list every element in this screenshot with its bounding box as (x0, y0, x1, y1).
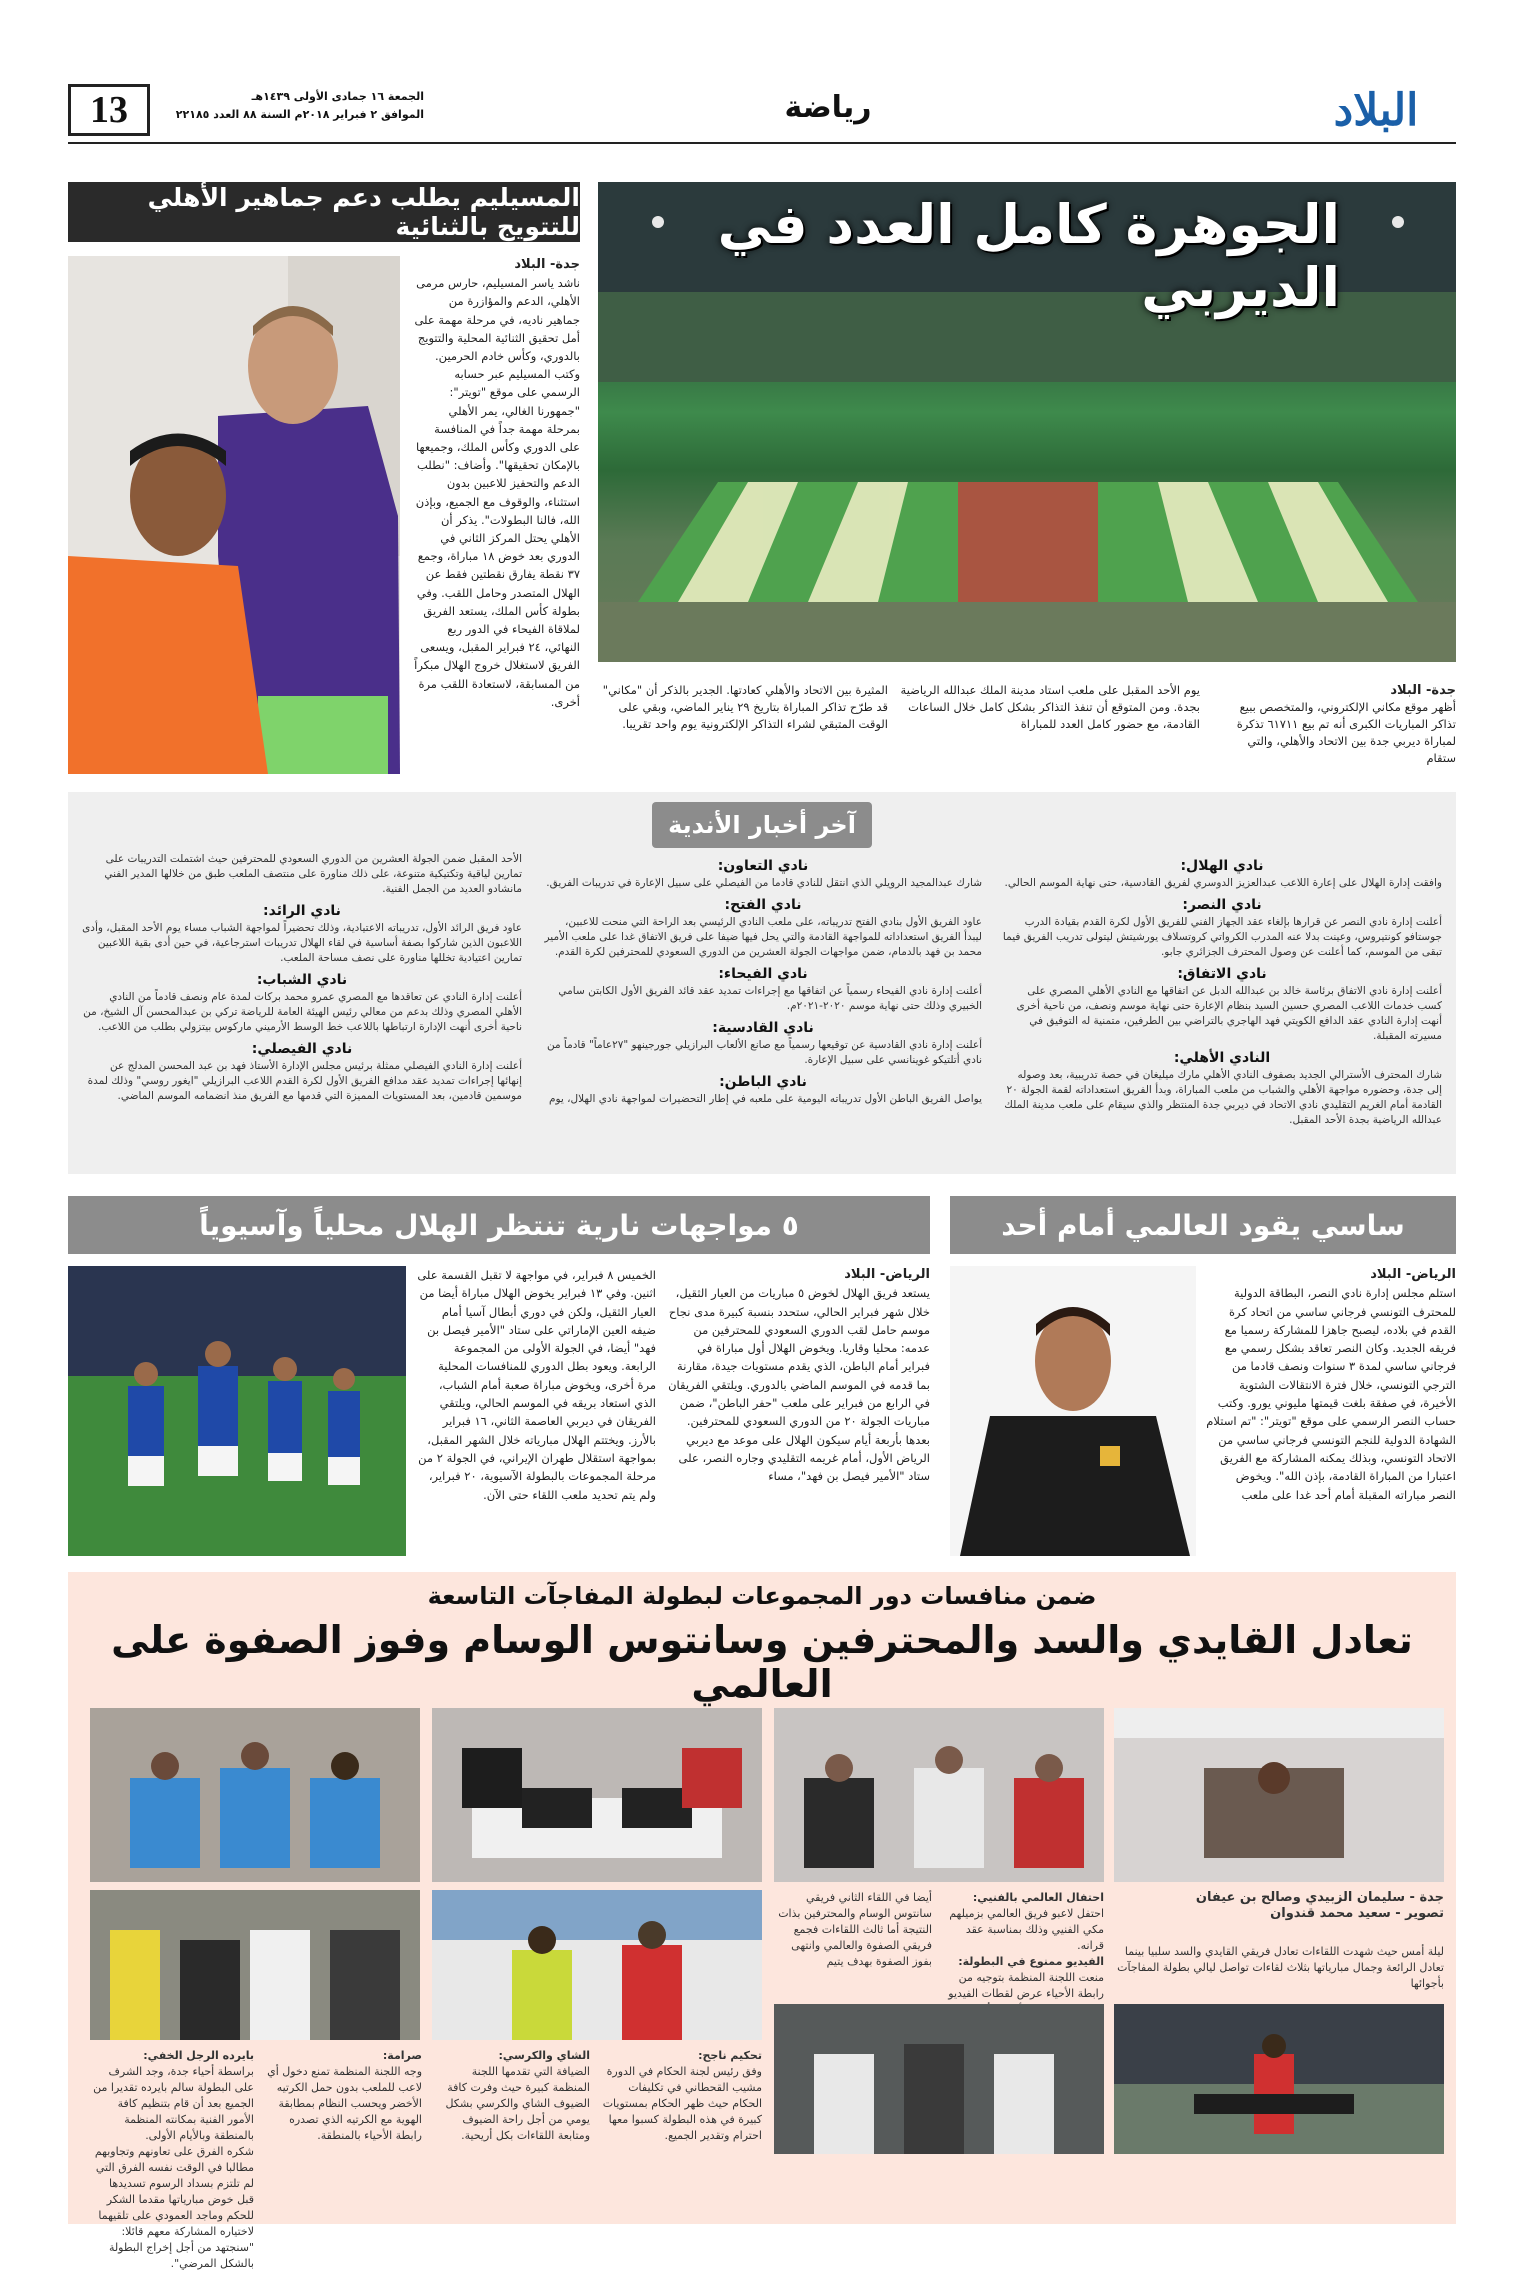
club-text: وافقت إدارة الهلال على إعارة اللاعب عبدالعزيز الدوسري لفريق القادسية، حتى نهاية الموسم الحالي. (1004, 877, 1442, 889)
club-name: نادي الرائد: (263, 903, 341, 919)
tournament-photo-5 (432, 1890, 762, 2040)
tournament-sub-3 (598, 2048, 762, 2216)
sub4-title: الشاي والكرسي: (498, 2049, 590, 2062)
date-greg: الموافق ٢ فبراير ٢٠١٨م السنة ٨٨ العدد ٢٢١٨٥ (175, 108, 424, 121)
club-text: شارك عبدالمجيد الرويلي الذي انتقل للنادي قادما من الفيصلي على سبيل الإعارة في تدريبات الفريق. (546, 877, 982, 889)
sassi-photo (950, 1266, 1196, 1556)
tournament-kicker: ضمن منافسات دور المجموعات لبطولة المفاجآت التاسعة (427, 1582, 1097, 1610)
main-byline: جدة- البلاد (1390, 683, 1456, 698)
hilal-headline-bar (68, 1196, 930, 1254)
main-col-1 (1220, 682, 1456, 765)
tournament-photo-7 (1114, 2004, 1444, 2154)
mosailem-headline-bar (68, 182, 580, 242)
sassi-text (1206, 1266, 1456, 1556)
tournament-sub-4 (432, 2048, 590, 2216)
club-name: نادي الشباب: (256, 972, 348, 988)
logo-text: البلاد (1333, 84, 1419, 136)
sub2-text: منعت اللجنة المنظمة بتوجيه من رابطة الأحياء عرض لقطات الفيديو (948, 1971, 1104, 2000)
main-col1-text: أظهر موقع مكاني الإلكتروني، والمتخصص ببيع تذاكر المباريات الكبرى أنه تم بيع ٦١٧١١ تذكرة لمباراة ديربي جدة بين الاتحاد والأهلي، والتي ستقام (1236, 700, 1456, 765)
hilal-col-2 (416, 1266, 656, 1556)
sassi-headline-bar (950, 1196, 1456, 1254)
sub3-title: تحكيم ناجح: (698, 2049, 762, 2062)
tournament-headline: تعادل القايدي والسد والمحترفين وسانتوس الوسام وفوز الصفوة على العالمي (111, 1618, 1413, 1706)
hilal-illustration (68, 1266, 406, 1556)
tournament-photo-8 (774, 2004, 1104, 2154)
issue-date (164, 88, 424, 124)
sassi-headline: ساسي يقود العالمي أمام أحد (1001, 1208, 1405, 1242)
tournament-sub-6 (90, 2048, 254, 2270)
photo-illustration (90, 1708, 420, 1882)
tournament-credit-1: جدة - سليمان الزبيدي وصالح بن عيفان (1195, 1890, 1444, 1905)
sub5-text: وجه اللجنة المنظمة تمنع دخول أي لاعب للملعب بدون حمل الكرتيه الأخضر ويحسب النظام بمطابقة الهوية مع الكرتيه الذي تصدره رابطة الأحياء بالمنطقة. (267, 2065, 422, 2142)
page-number: 13 (90, 89, 128, 131)
tournament-photo-3 (432, 1708, 762, 1882)
club-text: عاود الفريق الأول بنادي الفتح تدريباته، على ملعب النادي الرئيسي بعد الراحة التي منحت للاعبين، ليبدأ الفريق استعداداته للمواجهة القادمة والتي يحل فيها ضيفا على فريق الاتفاق غدا على ملعب الأمير محمد بن فهد بالدمام، ضمن مواجهات الجولة العشرين من الدوري السعودي للمحترفين لكرة القدم. (544, 916, 982, 958)
club-text: يواصل الفريق الباطن الأول تدريباته اليومية على ملعبه في إطار التحضيرات لمواجهة نادي الهلال، يوم (548, 1093, 982, 1105)
club-text: أعلنت إدارة نادي الفيحاء رسمياً عن اتفاقها مع إجراءات تمديد عقد قائد الفريق الأول الكابتن سامي الخبيري وذلك حتى نهاية موسم ٢٠٢٠-٢٠٢١م. (558, 985, 982, 1012)
club-text: أعلنت إدارة النادي عن تعاقدها مع المصري عمرو محمد بركات لمدة عام ونصف قادماً من النادي الأهلي المصري وذلك بدعم من معالي رئيس الهيئة العامة للرياضة تركي بن عبدالمحسن آل الشيخ، من ناحية أخرى أنهت الإدارة ارتباطها باللاعب خط الوسط الأرميني ماركوس بيتزولي بطلب من اللاعب. (83, 991, 522, 1033)
club-name: نادي القادسية: (712, 1020, 814, 1036)
hilal-photo (68, 1266, 406, 1556)
main-headline-box (700, 193, 1340, 319)
club-name: نادي الباطن: (719, 1074, 807, 1090)
tournament-photo-2 (774, 1708, 1104, 1882)
sub1-text: احتفل لاعبو فريق العالمي بزميلهم مكي الفنيي وذلك بمناسبة عقد قرانه. (949, 1907, 1104, 1952)
tournament-credits (1114, 1890, 1444, 1940)
tournament-photo-1 (1114, 1708, 1444, 1882)
photo-illustration (1114, 2004, 1444, 2154)
main-col3-text: المثيرة بين الاتحاد والأهلي كعادتها. الجدير بالذكر أن "مكاني" قد طرّح تذاكر المباراة بتاريخ ٢٩ يناير الماضي، وبقي على الوقت المتبقي لشراء التذاكر الإلكترونية يوم واحد تقريبا. (602, 683, 888, 731)
club-name: نادي الفتح: (724, 897, 802, 913)
sub4-text: الضيافة التي تقدمها اللجنة المنظمة كبيرة حيث وفرت كافة الضيوف الشاي والكرسي بشكل يومي من أجل راحة الضيوف ومتابعة اللقاءات بكل أريحية. (445, 2065, 590, 2142)
photo-illustration (1114, 1708, 1444, 1882)
photo-illustration (774, 2004, 1104, 2154)
sub6-title: بايرده الرجل الخفي: (143, 2049, 254, 2062)
sassi-byline: الرياض- البلاد (1370, 1267, 1456, 1282)
club-name: نادي الاتفاق: (1177, 966, 1267, 982)
tournament-lead: ليلة أمس حيث شهدت اللقاءات تعادل فريقي القايدي والسد سلبيا بينما تعادل الرائعة وجمال مبارياتها بثلاث لقاءات تواصل ليالي بطولة المفاجآت بأجوائها (1117, 1945, 1444, 1990)
club-name: نادي الفيصلي: (251, 1041, 353, 1057)
sub7-text: شكره الفرق على تعاونهم وتجاوبهم مطالبا في الوقت نفسه الفرق التي لم تلتزم بسداد الرسوم تسديدها قبل خوض مبارياتها مقدما الشكر للحكم وماجد العمودي على تلقيهما لاختياره المشاركة معهم قائلا: "سنجتهد من أجل إخراج البطولة بالشكل المرضي". (94, 2145, 254, 2270)
photo-illustration (90, 1890, 420, 2040)
club-text: أعلنت إدارة النادي الفيصلي ممثلة برئيس مجلس الإدارة الأستاذ فهد بن عبد المحسن المدلج عن إنهائها إجراءات تمديد عقد مدافع الفريق الأول لكرة القدم اللاعب البرازيلي "ايغور روسي" وذلك لمدة موسمين قادمين، بعد المستويات المميزة التي قدمها مع الفريق منذ انضمامه الموسم الماضي. (87, 1060, 522, 1102)
club-text: الأحد المقبل ضمن الجولة العشرين من الدوري السعودي للمحترفين حيث اشتملت التدريبات على تمارين لياقية وتكتيكية متنوعة، على ذلك مناورة على منتصف الملعب طبق من خلالها المدير الفني مانشادو العديد من الجمل الفنية. (104, 853, 522, 895)
tournament-lead-2: أيضا في اللقاء الثاني فريقي سانتوس الوسام والمحترفين بذات النتيجة أما ثالث اللقاءات فجمع فريقي الصفوة والعالمي وانتهى بفوز الصفوة بهدف يتيم (778, 1891, 932, 1968)
clubs-col-mid (544, 852, 982, 1167)
hilal-byline: الرياض- البلاد (844, 1267, 930, 1282)
clubs-news-title: آخر أخبار الأندية (668, 811, 856, 839)
photo-illustration (774, 1708, 1104, 1882)
clubs-news-box (68, 792, 1456, 1174)
club-text: عاود فريق الرائد الأول، تدريباته الاعتيادية، وذلك تحضيراً لمواجهة الشباب مساء يوم الأحد المقبل، وأدى اللاعبون الذين شاركوا بصفة أساسية في لقاء الهلال تدريبات استرجاعية، في حين أدى بقية اللاعبين تمارين اعتيادية تخللها مناورة على نصف مساحة الملعب. (82, 922, 522, 964)
sub1-title: احتفال العالمي بالفنيي: (972, 1891, 1104, 1904)
photo-illustration (432, 1890, 762, 2040)
main-col2-text: يوم الأحد المقبل على ملعب استاد مدينة الملك عبدالله الرياضية بجدة. ومن المتوقع أن تنفذ التذاكر بشكل كامل خلال الساعات القادمة، مع حضور كامل العدد للمباراة (900, 683, 1200, 731)
club-text: شارك المحترف الأسترالي الجديد بصفوف النادي الأهلي مارك ميليغان في حصة تدريبية، بعد وصوله إلى جدة، وحضوره مواجهة الأهلي والشباب من ملعب المباراة، وبدأ الفريق استعداداته لقمة الجولة ٢٠ القادمة أمام الغريم التقليدي نادي الاتحاد في ديربي جدة المنتظر والذي سيقام على ملعب مدينة الملك عبدالله الرياضية بجدة الأحد المقبل. (1004, 1069, 1442, 1126)
mosailem-body: ناشد ياسر المسيليم، حارس مرمى الأهلي، الدعم والمؤازرة من جماهير ناديه، في مرحلة مهمة على أمل تحقيق الثنائية المحلية والتتويج بالدوري، وكأس خادم الحرمين. وكتب المسيليم عبر حسابه الرسمي على موقع "تويتر": "جمهورنا الغالي، يمر الأهلي بمرحلة مهمة جداً في المنافسة على الدوري وكأس الملك، وجميعها بالإمكان تحقيقها". وأضاف: "نطلب الدعم والتحفيز للاعبين بدون استثناء، والوقوف مع الجميع، وبإذن الله، فالنا البطولات". يذكر أن الأهلي يحتل المركز الثاني في الدوري بعد خوض ١٨ مباراة، وجمع ٣٧ نقطة يفارق نقطتين فقط عن الهلال المتصدر وحامل اللقب. وفي بطولة كأس الملك، يستعد الفريق لملاقاة الفيحاء في الدور ربع النهائي، ٢٤ فبراير المقبل، ويسعى الفريق لاستغلال خروج الهلال مبكراً من المسابقة، لاستعادة اللقب مرة أخرى. (414, 276, 580, 709)
clubs-col-right (1002, 852, 1442, 1167)
mosailem-photo (68, 256, 400, 774)
tournament-photo-6 (90, 1890, 420, 2040)
main-headline: الجوهرة كامل العدد في الديربي (717, 193, 1340, 319)
section-title: رياضة (784, 90, 872, 125)
newspaper-logo (1296, 82, 1456, 138)
photo-illustration (432, 1708, 762, 1882)
hilal-headline: ٥ مواجهات نارية تنتظر الهلال محلياً وآسيوياً (199, 1208, 799, 1242)
club-name: نادي الفيحاء: (718, 966, 808, 982)
sub6-text: براسطة أحياء جدة، وجد الشرف على البطولة سالم بايرده تقديرا من الجميع بعد أن قام بتنظيم كافة الأمور الفنية بمكانته المنظمة بالمنطقة وبالأيام الأولى. (93, 2065, 254, 2142)
mosailem-byline: جدة- البلاد (514, 257, 580, 272)
date-hijri: الجمعة ١٦ جمادى الأولى ١٤٣٩هـ (251, 90, 424, 103)
mosailem-headline: المسيليم يطلب دعم جماهير الأهلي للتتويج بالثنائية (147, 183, 580, 241)
sub3-text: وفق رئيس لجنة الحكام في الدورة مشيب القحطاني في تكليفات الحكام حيث ظهر الحكام بمستويات كبيرة في هذه البطولة كسبوا معها احترام وتقدير الجميع. (602, 2065, 762, 2142)
club-name: نادي التعاون: (717, 858, 809, 874)
club-text: أعلنت إدارة نادي القادسية عن توقيعها رسمياً مع صانع الألعاب البرازيلي جورجينهو "٢٧عاماً" قادماً من نادي أتلتيكو غوينانسي على سبيل الإعارة. (546, 1039, 982, 1066)
club-text: أعلنت إدارة نادي الاتفاق برئاسة خالد بن عبدالله الدبل عن اتفاقها مع النادي الأهلي المصري على كسب خدمات اللاعب المصري حسين السيد بنظام الإعارة حتى نهاية موسم ونصف، من ناحية أخرى أنهت إدارة النادي عقد الدافع الكويتي فهد الهاجري بالتراضي بين الطرفين، متمنية له التوفيق في مسيرته المقبلة. (1016, 985, 1442, 1042)
club-name: النادي الأهلي: (1173, 1050, 1271, 1066)
tournament-photo-4 (90, 1708, 420, 1882)
sub5-title: صرامة: (382, 2049, 422, 2062)
clubs-col-left (82, 852, 522, 1167)
club-name: نادي الهلال: (1180, 858, 1264, 874)
tournament-sub-5 (262, 2048, 422, 2216)
club-text: أعلنت إدارة نادي النصر عن قرارها بإلغاء عقد الجهاز الفني للفريق الأول لكرة القدم بقيادة الدرب جوستافو كونتيروس، وعينت بدلا عنه المدرب الكرواتي كروتسلاف يورشيتش ليتولى تدريب الفريق فيما تبقى من الموسم، كما أعلنت عن وصول المحترف الجزائري جابو. (1002, 916, 1442, 958)
clubs-news-title-bar (652, 802, 872, 848)
sassi-illustration (950, 1266, 1196, 1556)
tournament-box (68, 1572, 1456, 2270)
main-col-3 (598, 682, 888, 762)
players-illustration (68, 256, 400, 774)
hilal-col-1 (666, 1266, 930, 1556)
sub2-title: الفيديو ممنوع في البطولة: (958, 1955, 1104, 1968)
hilal-col1-text: يستعد فريق الهلال لخوض ٥ مباريات من العيار الثقيل، خلال شهر فبراير الحالي، ستحدد بنسبة كبيرة مدى نجاح موسم حامل لقب الدوري السعودي للمحترفين من عدمه: محليا وقاريا. ويخوض الهلال أول مباراة في فبراير أمام الباطن، الذي يقدم مستويات جيدة، مقارنة بما قدمه في الموسم الماضي بالدوري. ويلتقي الفريقان في الرابع من فبراير على ملعب "حفر الباطن"، ضمن مباريات الجولة ٢٠ من الدوري السعودي للمحترفين. بعدها بأربعة أيام سيكون الهلال على موعد مع ديربي الرياض الأول، أمام غريمه التقليدي وجاره النصر، على ستاد "الأمير فيصل بن فهد"، مساء (668, 1286, 930, 1484)
sassi-body: استلم مجلس إدارة نادي النصر، البطاقة الدولية للمحترف التونسي فرجاني ساسي من اتحاد كرة القدم في بلاده، ليصبح جاهزا للمشاركة رسميا مع فريقه الجديد. وكان النصر تعاقد بشكل رسمي مع فرجاني ساسي لمدة ٣ سنوات ونصف قادما من الترجي التونسي، خلال فترة الانتقالات الشتوية الأخيرة، في صفقة بلغت قيمتها مليوني يورو. وكتب حساب النصر الرسمي على موقع "تويتر": "تم استلام الشهادة الدولية للنجم التونسي فرجاني ساسي من الاتحاد التونسي، وبذلك يمكنه المشاركة مع الفريق اعتبارا من المباراة القادمة، بإذن الله". ويخوض النصر مباراته المقبلة أمام أحد غدا على ملعب (1206, 1286, 1456, 1502)
hilal-col2-text: الخميس ٨ فبراير، في مواجهة لا تقبل القسمة على اثنين. وفي ١٣ فبراير يخوض الهلال مباراة أيضا من العيار الثقيل، ولكن في دوري أبطال آسيا أمام ضيفه العين الإماراتي على ستاد "الأمير فيصل بن فهد" أيضا، في الجولة الأولى من المجموعة الرابعة. ويعود بطل الدوري للمنافسات المحلية مرة أخرى، ويخوض مباراة صعبة أمام الشباب، الذي استعاد بريقه في الموسم الحالي، ويلتقي الفريقان في ديربي العاصمة الثاني، ١٦ فبراير بالأرز. ويختتم الهلال مبارياته خلال الشهر المقبل، بمواجهة استقلال طهران الإيراني، في الجولة ٢ من مرحلة المجموعات بالبطولة الآسيوية، ٢٠ فبراير، ولم يتم تحديد ملعب اللقاء حتى الآن. (417, 1268, 656, 1502)
mosailem-text (412, 256, 580, 774)
masthead (68, 82, 1456, 144)
tournament-credit-2: تصوير - سعيد محمد قندوان (1270, 1906, 1444, 1921)
main-col-2 (900, 682, 1200, 762)
page-number-box (68, 84, 150, 136)
club-name: نادي النصر: (1182, 897, 1262, 913)
